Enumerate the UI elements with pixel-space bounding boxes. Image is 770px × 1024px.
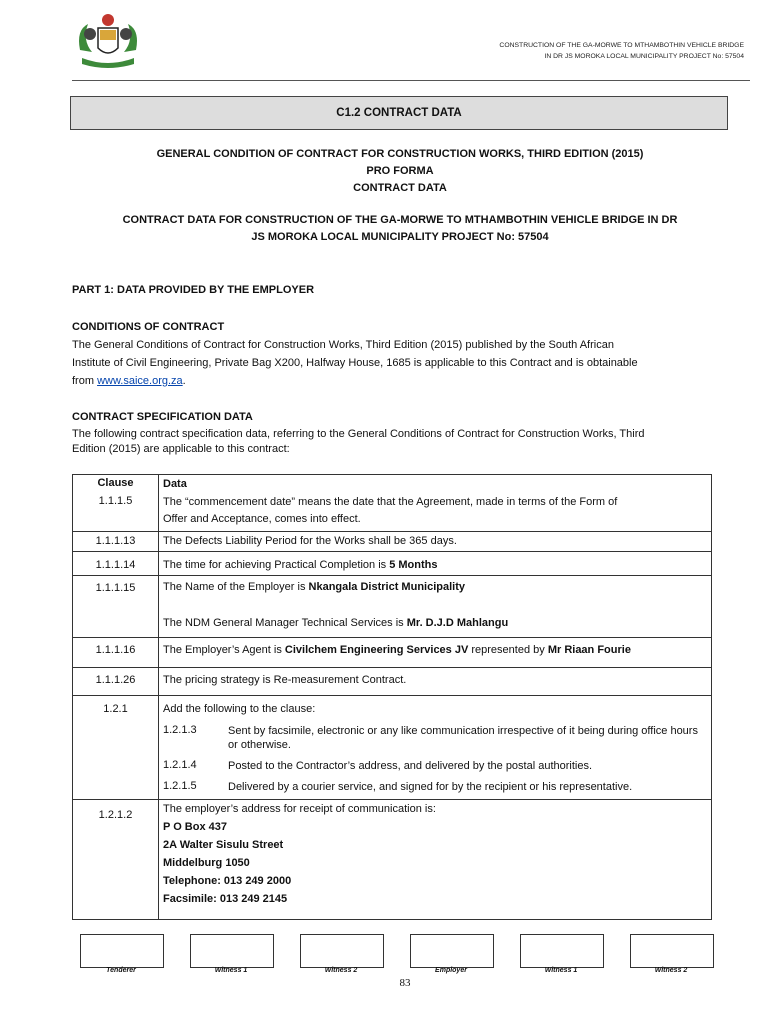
clause-1-1-1-14: 1.1.1.14 — [95, 559, 136, 571]
clause-1-2-1-2: 1.2.1.2 — [98, 809, 133, 821]
contract-data-table — [72, 474, 712, 920]
spec-heading: CONTRACT SPECIFICATION DATA — [72, 411, 253, 423]
row-employer-name: The Name of the Employer is Nkangala District Municipality — [163, 581, 465, 593]
clause-1-2-1: 1.2.1 — [103, 703, 128, 715]
conditions-paragraph: The General Conditions of Contract for Construction Works, Third Edition (2015) published by the South African Institute of Civil Engineering, Private Bag X200, Halfway House, 1685 is applicable to this Contract and is obtainable from www.saice.org.za. — [72, 339, 638, 387]
signature-label: Witness 2 — [654, 967, 688, 974]
page-number: 83 — [399, 977, 411, 989]
row-add-clause: Add the following to the clause: — [163, 703, 316, 715]
sub-clause-1-2-1-4: 1.2.1.4 — [163, 759, 197, 771]
header-line-1: CONSTRUCTION OF THE GA-MORWE TO MTHAMBOTHIN VEHICLE BRIDGE — [499, 42, 744, 49]
signature-box-witness-2[interactable] — [300, 934, 384, 968]
document-title: C1.2 CONTRACT DATA — [70, 96, 728, 130]
row-pricing-strategy: The pricing strategy is Re-measurement Contract. — [163, 674, 407, 686]
sub-clause-1-2-1-3: 1.2.1.3 — [163, 724, 197, 736]
sub-clause-1-2-1-5-text: Delivered by a courier service, and signed for by the recipient or his representative. — [228, 781, 633, 793]
row-employers-agent: The Employer’s Agent is Civilchem Engineering Services JV represented by Mr Riaan Fourie — [163, 644, 631, 656]
signature-box-witness-1[interactable] — [190, 934, 274, 968]
signature-box-employer-witness-1[interactable] — [520, 934, 604, 968]
sub-clause-1-2-1-5: 1.2.1.5 — [163, 780, 197, 792]
row-employer-address: The employer’s address for receipt of communication is: P O Box 437 2A Walter Sisulu Street Middelburg 1050 Telephone: 013 249 2000 Facsimile: 013 249 2145 — [163, 803, 436, 905]
row-ndm-manager: The NDM General Manager Technical Services is Mr. D.J.D Mahlangu — [163, 617, 509, 629]
signature-label: Tenderer — [106, 967, 136, 974]
contract-title: CONTRACT DATA FOR CONSTRUCTION OF THE GA-MORWE TO MTHAMBOTHIN VEHICLE BRIDGE IN DR JS MOROKA LOCAL MUNICIPALITY PROJECT No: 57504 — [122, 214, 678, 243]
signature-label: Witness 1 — [544, 967, 578, 974]
clause-1-1-1-5: 1.1.1.5 — [98, 495, 133, 507]
conditions-heading: CONDITIONS OF CONTRACT — [72, 321, 225, 333]
coat-of-arms-logo — [72, 10, 144, 72]
row-practical-completion: The time for achieving Practical Completion is 5 Months — [163, 559, 438, 571]
sub-clause-1-2-1-3-text: Sent by facsimile, electronic or any like communication irrespective of it being during office hours or otherwise. — [228, 725, 698, 751]
clause-header: Clause — [97, 477, 134, 489]
row-commencement-date: The “commencement date” means the date that the Agreement, made in terms of the Form of Offer and Acceptance, comes into effect. — [163, 496, 618, 525]
data-header: Data — [163, 478, 187, 490]
clause-1-1-1-15: 1.1.1.15 — [95, 582, 136, 594]
spec-paragraph: The following contract specification data, referring to the General Conditions of Contract for Construction Works, Third Edition (2015) are applicable to this contract: — [72, 428, 645, 455]
sub-clause-1-2-1-4-text: Posted to the Contractor’s address, and delivered by the postal authorities. — [228, 760, 593, 772]
row-defects-liability: The Defects Liability Period for the Works shall be 365 days. — [163, 535, 457, 547]
part1-heading: PART 1: DATA PROVIDED BY THE EMPLOYER — [72, 284, 315, 296]
saice-link[interactable]: www.saice.org.za — [97, 375, 183, 387]
signature-label: Employer — [435, 967, 467, 974]
header-line-2: IN DR JS MOROKA LOCAL MUNICIPALITY PROJECT No: 57504 — [544, 53, 744, 60]
signature-label: Witness 2 — [324, 967, 358, 974]
signature-box-tenderer[interactable] — [80, 934, 164, 968]
gcc-heading: GENERAL CONDITION OF CONTRACT FOR CONSTRUCTION WORKS, THIRD EDITION (2015) PRO FORMA CONTRACT DATA — [156, 148, 644, 194]
clause-1-1-1-16: 1.1.1.16 — [95, 644, 136, 656]
signature-box-employer[interactable] — [410, 934, 494, 968]
header-rule — [72, 80, 750, 81]
signature-label: Witness 1 — [214, 967, 248, 974]
clause-1-1-1-13: 1.1.1.13 — [95, 535, 136, 547]
clause-1-1-1-26: 1.1.1.26 — [95, 674, 136, 686]
signature-box-employer-witness-2[interactable] — [630, 934, 714, 968]
